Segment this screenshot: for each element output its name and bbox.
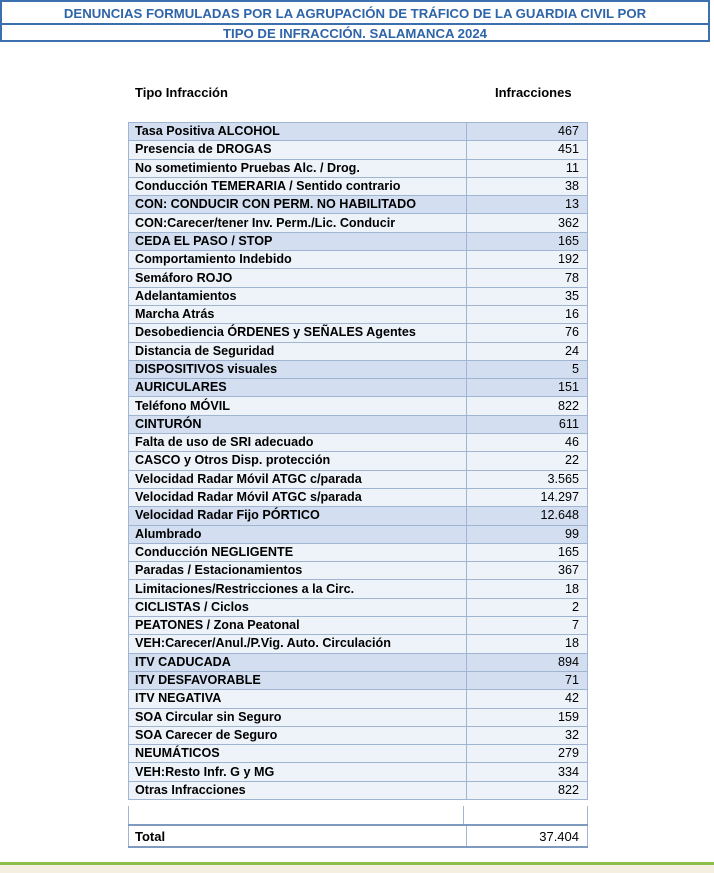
infraction-count-cell: 451	[467, 141, 588, 159]
table-row	[129, 141, 588, 159]
infraction-type-cell: VEH:Carecer/Anul./P.Vig. Auto. Circulación	[129, 635, 467, 653]
table-row	[129, 123, 588, 141]
infraction-type-cell: Falta de uso de SRI adecuado	[129, 434, 467, 452]
infraction-type-cell: Distancia de Seguridad	[129, 342, 467, 360]
infraction-type-cell: CON: CONDUCIR CON PERM. NO HABILITADO	[129, 196, 467, 214]
infraction-type-cell: CEDA EL PASO / STOP	[129, 232, 467, 250]
table-row	[129, 324, 588, 342]
infraction-type-cell: CINTURÓN	[129, 415, 467, 433]
infraction-count-cell: 3.565	[467, 470, 588, 488]
infraction-type-cell: No sometimiento Pruebas Alc. / Drog.	[129, 159, 467, 177]
table-row	[129, 177, 588, 195]
table-row	[129, 342, 588, 360]
infraction-count-cell: 11	[467, 159, 588, 177]
infraction-type-cell: ITV CADUCADA	[129, 653, 467, 671]
infraction-type-cell: Adelantamientos	[129, 287, 467, 305]
table-spacer	[128, 806, 588, 824]
infraction-count-cell: 367	[467, 562, 588, 580]
total-label: Total	[129, 825, 467, 847]
table-row	[129, 196, 588, 214]
table-row	[129, 763, 588, 781]
infraction-count-cell: 159	[467, 708, 588, 726]
infraction-count-cell: 42	[467, 690, 588, 708]
infraction-count-cell: 18	[467, 635, 588, 653]
infraction-count-cell: 894	[467, 653, 588, 671]
infraction-count-cell: 165	[467, 543, 588, 561]
column-header-count: Infracciones	[495, 85, 572, 100]
infraction-count-cell: 76	[467, 324, 588, 342]
table-row	[129, 452, 588, 470]
infraction-count-cell: 71	[467, 671, 588, 689]
total-row	[129, 825, 588, 847]
infraction-type-cell: Presencia de DROGAS	[129, 141, 467, 159]
infraction-count-cell: 165	[467, 232, 588, 250]
infraction-count-cell: 12.648	[467, 507, 588, 525]
infraction-count-cell: 5	[467, 360, 588, 378]
infraction-count-cell: 467	[467, 123, 588, 141]
infraction-type-cell: Conducción TEMERARIA / Sentido contrario	[129, 177, 467, 195]
infraction-count-cell: 35	[467, 287, 588, 305]
infraction-count-cell: 13	[467, 196, 588, 214]
infractions-table	[128, 122, 588, 800]
infraction-count-cell: 24	[467, 342, 588, 360]
table-row	[129, 708, 588, 726]
infraction-count-cell: 334	[467, 763, 588, 781]
table-row	[129, 507, 588, 525]
report-title	[0, 0, 710, 42]
infraction-type-cell: Paradas / Estacionamientos	[129, 562, 467, 580]
infraction-count-cell: 822	[467, 781, 588, 799]
infraction-type-cell: Marcha Atrás	[129, 305, 467, 323]
table-row	[129, 562, 588, 580]
infraction-type-cell: Tasa Positiva ALCOHOL	[129, 123, 467, 141]
title-line-1: DENUNCIAS FORMULADAS POR LA AGRUPACIÓN DE TRÁFICO DE LA GUARDIA CIVIL POR	[63, 6, 647, 21]
infraction-count-cell: 822	[467, 397, 588, 415]
infraction-count-cell: 362	[467, 214, 588, 232]
infraction-type-cell: VEH:Resto Infr. G y MG	[129, 763, 467, 781]
infraction-type-cell: NEUMÁTICOS	[129, 745, 467, 763]
infraction-type-cell: CASCO y Otros Disp. protección	[129, 452, 467, 470]
infraction-type-cell: CON:Carecer/tener Inv. Perm./Lic. Conducir	[129, 214, 467, 232]
infraction-type-cell: Comportamiento Indebido	[129, 251, 467, 269]
infraction-type-cell: Velocidad Radar Fijo PÓRTICO	[129, 507, 467, 525]
table-row	[129, 379, 588, 397]
table-row	[129, 159, 588, 177]
table-row	[129, 434, 588, 452]
infraction-count-cell: 151	[467, 379, 588, 397]
table-row	[129, 415, 588, 433]
infraction-type-cell: CICLISTAS / Ciclos	[129, 598, 467, 616]
table-row	[129, 470, 588, 488]
infraction-type-cell: Teléfono MÓVIL	[129, 397, 467, 415]
infraction-type-cell: ITV DESFAVORABLE	[129, 671, 467, 689]
table-row	[129, 269, 588, 287]
table-row	[129, 488, 588, 506]
table-row	[129, 781, 588, 799]
infraction-type-cell: Limitaciones/Restricciones a la Circ.	[129, 580, 467, 598]
infraction-type-cell: SOA Circular sin Seguro	[129, 708, 467, 726]
infraction-count-cell: 192	[467, 251, 588, 269]
infraction-type-cell: SOA Carecer de Seguro	[129, 726, 467, 744]
table-row	[129, 617, 588, 635]
infraction-count-cell: 611	[467, 415, 588, 433]
footer-bar	[0, 862, 714, 873]
table-row	[129, 232, 588, 250]
infraction-count-cell: 99	[467, 525, 588, 543]
infraction-type-cell: Otras Infracciones	[129, 781, 467, 799]
table-row	[129, 287, 588, 305]
infraction-type-cell: Semáforo ROJO	[129, 269, 467, 287]
table-row	[129, 397, 588, 415]
infraction-count-cell: 18	[467, 580, 588, 598]
infraction-count-cell: 2	[467, 598, 588, 616]
infraction-type-cell: ITV NEGATIVA	[129, 690, 467, 708]
infraction-count-cell: 7	[467, 617, 588, 635]
table-row	[129, 580, 588, 598]
table-row	[129, 214, 588, 232]
table-row	[129, 745, 588, 763]
table-row	[129, 543, 588, 561]
total-row-table	[128, 824, 588, 848]
table-row	[129, 525, 588, 543]
infraction-count-cell: 279	[467, 745, 588, 763]
table-row	[129, 251, 588, 269]
infraction-count-cell: 16	[467, 305, 588, 323]
table-row	[129, 598, 588, 616]
infraction-type-cell: Velocidad Radar Móvil ATGC s/parada	[129, 488, 467, 506]
table-row	[129, 305, 588, 323]
infraction-count-cell: 38	[467, 177, 588, 195]
infraction-type-cell: Conducción NEGLIGENTE	[129, 543, 467, 561]
infraction-type-cell: Desobediencia ÓRDENES y SEÑALES Agentes	[129, 324, 467, 342]
infraction-count-cell: 32	[467, 726, 588, 744]
title-line-2: TIPO DE INFRACCIÓN. SALAMANCA 2024	[2, 23, 708, 43]
table-row	[129, 635, 588, 653]
column-header-type: Tipo Infracción	[135, 85, 228, 100]
infraction-type-cell: DISPOSITIVOS visuales	[129, 360, 467, 378]
table-row	[129, 360, 588, 378]
table-row	[129, 726, 588, 744]
infraction-type-cell: Velocidad Radar Móvil ATGC c/parada	[129, 470, 467, 488]
table-row	[129, 690, 588, 708]
infraction-count-cell: 78	[467, 269, 588, 287]
infraction-count-cell: 46	[467, 434, 588, 452]
infraction-type-cell: AURICULARES	[129, 379, 467, 397]
infraction-count-cell: 22	[467, 452, 588, 470]
total-value: 37.404	[467, 825, 588, 847]
infraction-count-cell: 14.297	[467, 488, 588, 506]
infraction-type-cell: Alumbrado	[129, 525, 467, 543]
table-row	[129, 653, 588, 671]
infraction-type-cell: PEATONES / Zona Peatonal	[129, 617, 467, 635]
table-row	[129, 671, 588, 689]
